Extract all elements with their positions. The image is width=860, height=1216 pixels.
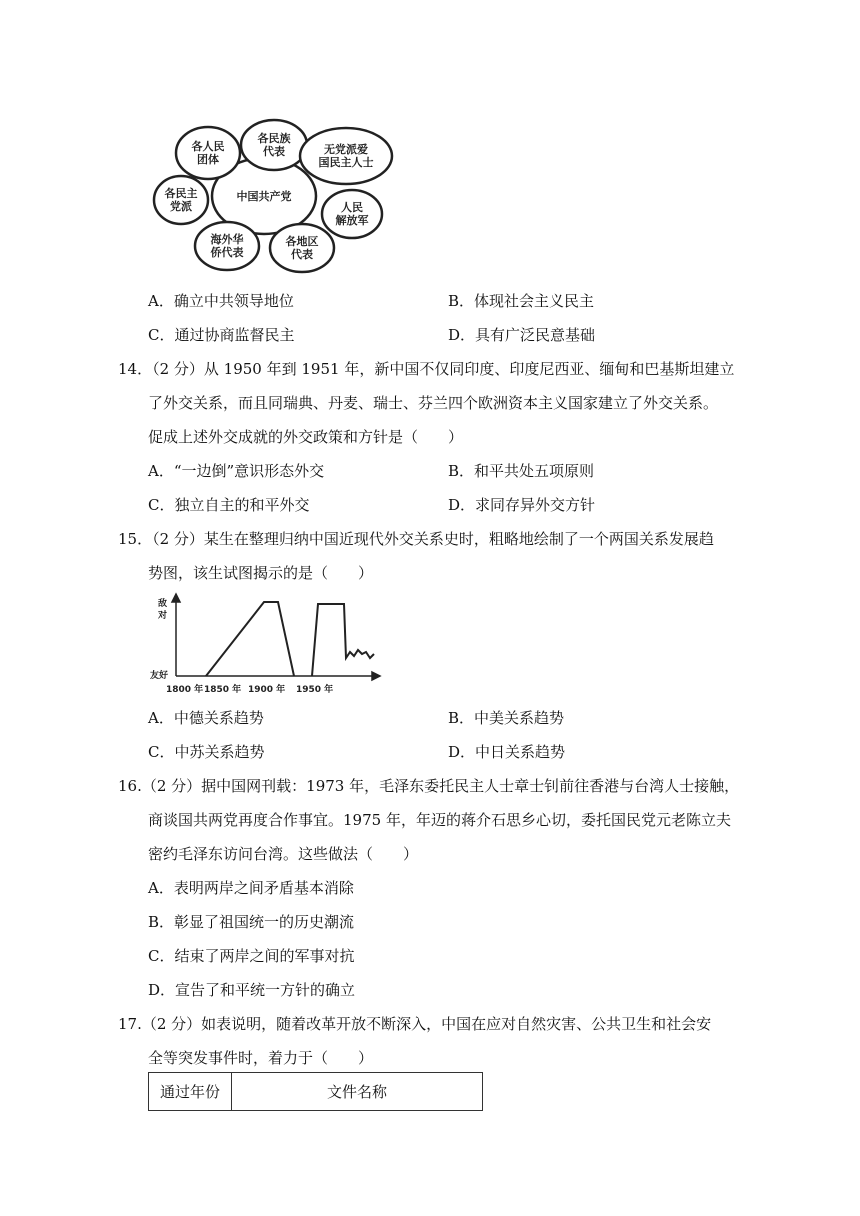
bubble-label-line: 解放军 <box>335 214 369 227</box>
center-label: 中国共产党 <box>236 190 292 203</box>
q13-option-c[interactable]: C．通过协商监督民主 <box>148 326 295 344</box>
q13-diagram <box>148 118 408 276</box>
q17-table <box>148 1072 483 1111</box>
y-label-top: 敌 <box>158 599 168 609</box>
bubble-label-line: 人民 <box>341 201 363 214</box>
bubble-label-line: 国民主人士 <box>318 156 374 169</box>
q14-stem-line: 了外交关系，而且同瑞典、丹麦、瑞士、芬兰四个欧洲资本主义国家建立了外交关系。 <box>148 394 719 412</box>
q14-stem-line: 14．（2 分）从 1950 年到 1951 年，新中国不仅同印度、印度尼西亚、缅甸和巴基斯坦建立 <box>118 360 735 378</box>
trend-line <box>312 604 374 676</box>
bubble-label-line: 代表 <box>291 248 313 261</box>
bubble-label-line: 各地区 <box>285 235 319 248</box>
q15-option-d[interactable]: D．中日关系趋势 <box>448 743 566 761</box>
bubble-label-line: 各民族 <box>257 132 291 145</box>
q16-stem-line: 16.（2 分）据中国网刊载：1973 年，毛泽东委托民主人士章士钊前往香港与台湾人士接触， <box>118 777 740 795</box>
bubble-label-line: 无党派爱 <box>324 143 368 156</box>
bubble-label-line: 代表 <box>263 145 285 158</box>
q16-stem-line: 商谈国共两党再度合作事宜。1975 年，年迈的蒋介石思乡心切，委托国民党元老陈立夫 <box>148 811 731 829</box>
q15-trend-chart <box>148 592 384 698</box>
q17-stem-line: 17.（2 分）如表说明，随着改革开放不断深入，中国在应对自然灾害、公共卫生和社会安 <box>118 1015 712 1033</box>
q14-option-c[interactable]: C．独立自主的和平外交 <box>148 496 310 514</box>
bubble-label <box>319 142 374 169</box>
trend-line <box>206 602 294 676</box>
q13-option-a[interactable]: A．确立中共领导地位 <box>148 292 294 310</box>
x-tick-label: 1850 年 <box>204 685 242 695</box>
q15-option-b[interactable]: B．中美关系趋势 <box>448 709 565 727</box>
y-label-top: 对 <box>158 611 168 621</box>
q14-option-a[interactable]: A．“一边倒”意识形态外交 <box>148 462 325 480</box>
bubble-label-line: 党派 <box>170 200 192 213</box>
q16-option-c[interactable]: C．结束了两岸之间的军事对抗 <box>148 947 355 965</box>
q15-option-c[interactable]: C．中苏关系趋势 <box>148 743 265 761</box>
q14-stem-line: 促成上述外交成就的外交政策和方针是（ ） <box>148 428 464 446</box>
x-tick-label: 1800 年 <box>166 685 204 695</box>
q17-stem-line: 全等突发事件时，着力于（ ） <box>148 1049 374 1067</box>
q15-stem-line: 15．（2 分）某生在整理归纳中国近现代外交关系史时，粗略地绘制了一个两国关系发展趋 <box>118 530 714 548</box>
q15-option-a[interactable]: A．中德关系趋势 <box>148 709 264 727</box>
q16-option-d[interactable]: D．宣告了和平统一方针的确立 <box>148 981 356 999</box>
x-tick-label: 1900 年 <box>248 685 286 695</box>
y-label-bottom: 友好 <box>150 671 169 681</box>
bubble-label-line: 侨代表 <box>210 246 244 259</box>
bubble-label-line: 各民主 <box>164 187 198 200</box>
table-header-doc: 文件名称 <box>232 1073 483 1111</box>
q13-option-b[interactable]: B．体现社会主义民主 <box>448 292 595 310</box>
x-axis-arrow <box>372 672 380 680</box>
bubble-label-line: 各人民 <box>191 140 225 153</box>
bubble-label-line: 海外华 <box>210 233 244 246</box>
q16-stem-line: 密约毛泽东访问台湾。这些做法（ ） <box>148 845 419 863</box>
bubble-label <box>211 232 244 259</box>
q15-stem-line: 势图，该生试图揭示的是（ ） <box>148 564 374 582</box>
table-header-year: 通过年份 <box>149 1073 232 1111</box>
x-tick-label: 1950 年 <box>296 685 334 695</box>
y-axis-arrow <box>172 594 180 602</box>
q16-option-a[interactable]: A．表明两岸之间矛盾基本消除 <box>148 879 354 897</box>
q14-option-b[interactable]: B．和平共处五项原则 <box>448 462 595 480</box>
q14-option-d[interactable]: D．求同存异外交方针 <box>448 496 596 514</box>
q16-option-b[interactable]: B．彰显了祖国统一的历史潮流 <box>148 913 355 931</box>
bubble-label-line: 团体 <box>197 153 219 166</box>
q13-option-d[interactable]: D．具有广泛民意基础 <box>448 326 596 344</box>
table-header-row <box>149 1073 483 1111</box>
